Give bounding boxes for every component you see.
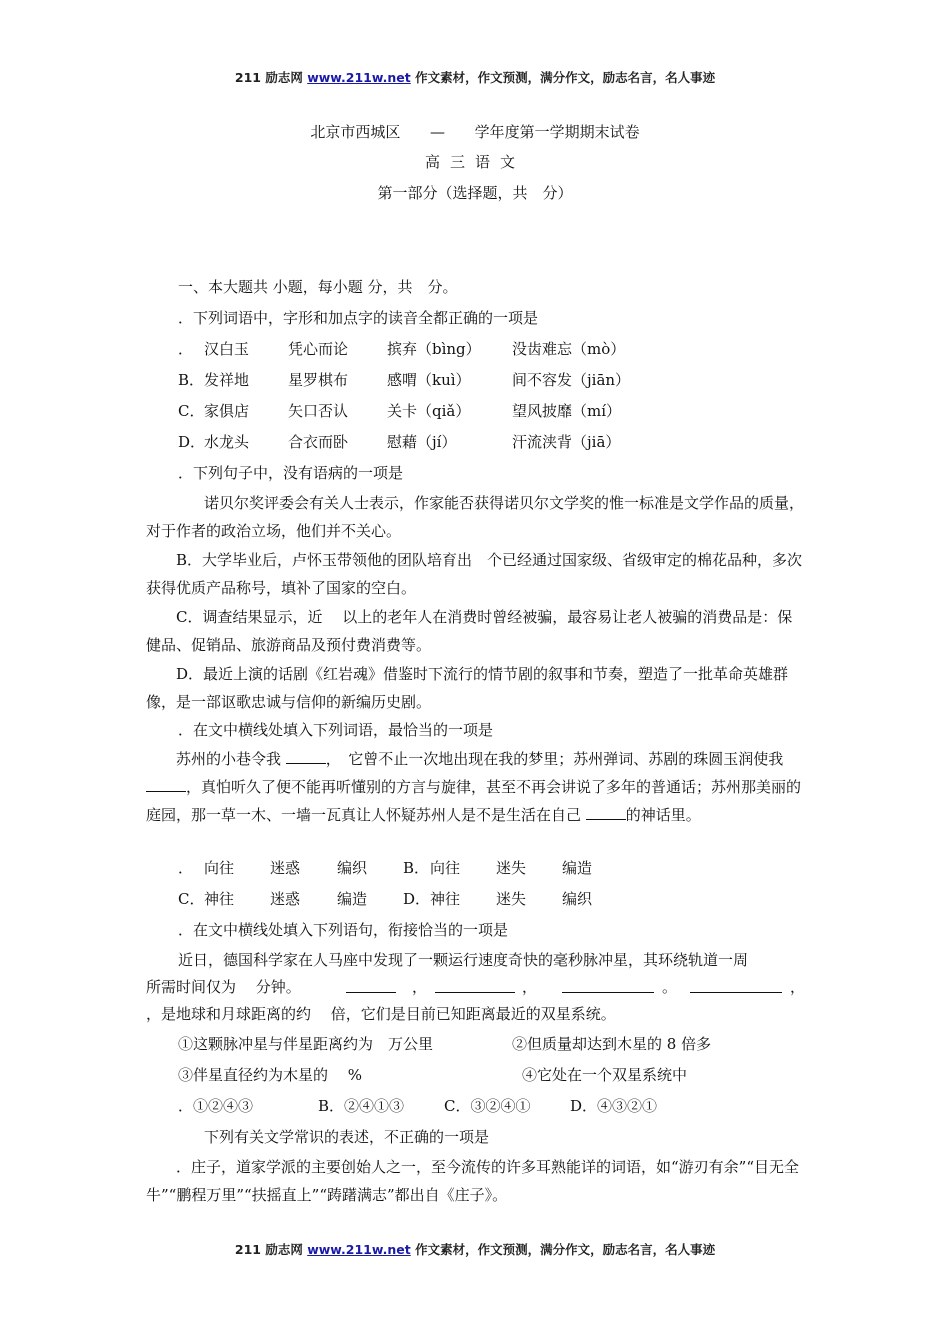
option-word: 感喟（kuì） bbox=[387, 371, 471, 389]
blank-punctuation: ， bbox=[522, 978, 538, 996]
header-banner bbox=[0, 68, 950, 86]
option-label: D． bbox=[403, 890, 431, 908]
site-tagline: 作文素材，作文预测，满分作文，励志名言，名人事迹 bbox=[415, 70, 716, 85]
q4-passage-line-2 bbox=[146, 976, 301, 997]
option-label: C． bbox=[178, 890, 205, 908]
q1-stem: ．下列词语中，字形和加点字的读音全都正确的一项是 bbox=[178, 309, 539, 327]
q4-passage-part: 所需时间仅为 分钟。 bbox=[146, 978, 301, 996]
q3-passage-part: ，真怕听久了便不能再听懂别的方言与旋律，甚至不再会讲说了多年的普通话；苏州那美丽的庭园，那一草一木、一墙一瓦真让人怀疑苏州人是不是生活在自己 bbox=[146, 778, 802, 824]
option-word: 间不容发（jiān） bbox=[512, 371, 631, 389]
option-word: 汉白玉 bbox=[204, 340, 250, 358]
option-word: 凭心而论 bbox=[288, 340, 349, 358]
option-word: 汗流浃背（jiā） bbox=[512, 433, 621, 451]
site-link[interactable]: www.211w.net bbox=[307, 70, 411, 85]
option-word: 编织 bbox=[562, 890, 593, 908]
q2-option-c: C．调查结果显示，近 以上的老年人在消费时曾经被骗，最容易让老人被骗的消费品是：保健品、促销品、旅游商品及预付费消费等。 bbox=[146, 608, 793, 654]
option-label: C． bbox=[178, 402, 205, 420]
option-word: 编造 bbox=[562, 859, 593, 877]
q4-sentence-3: ③伴星直径约为木星的 % bbox=[178, 1066, 363, 1084]
blank-4 bbox=[690, 978, 782, 993]
q2-option-a: 诺贝尔奖评委会有关人士表示，作家能否获得诺贝尔文学奖的惟一标准是文学作品的质量，对于作者的政治立场，他们并不关心。 bbox=[146, 494, 805, 540]
option-label: B． bbox=[178, 371, 205, 389]
site-link[interactable]: www.211w.net bbox=[307, 1242, 411, 1257]
option-word: 关卡（qiǎ） bbox=[387, 402, 471, 420]
option-word: 星罗棋布 bbox=[288, 371, 349, 389]
q5-stem: 下列有关文学常识的表述，不正确的一项是 bbox=[204, 1128, 490, 1146]
option: C．③②④① bbox=[444, 1097, 531, 1115]
option-word: 神往 bbox=[204, 890, 235, 908]
q3-passage-part: 的神话里。 bbox=[625, 806, 701, 824]
site-name: 211 励志网 bbox=[234, 70, 303, 85]
blank-3 bbox=[586, 805, 626, 820]
blank-1 bbox=[346, 978, 396, 993]
footer-banner bbox=[0, 1240, 950, 1258]
title-district: 北京市西城区 bbox=[310, 123, 401, 141]
site-tagline: 作文素材，作文预测，满分作文，励志名言，名人事迹 bbox=[415, 1242, 716, 1257]
option-word: 编造 bbox=[337, 890, 368, 908]
option-label: D． bbox=[178, 433, 206, 451]
option-word: 合衣而卧 bbox=[288, 433, 349, 451]
option-word: 矢口否认 bbox=[288, 402, 349, 420]
blank-2 bbox=[435, 978, 515, 993]
option-word: 迷惑 bbox=[270, 859, 301, 877]
blank-1 bbox=[286, 749, 326, 764]
option-word: 迷失 bbox=[496, 859, 527, 877]
blank-punctuation: ， bbox=[790, 978, 806, 996]
q4-sentence-2: ②但质量却达到木星的 8 倍多 bbox=[512, 1035, 712, 1053]
option-word: 神往 bbox=[430, 890, 461, 908]
site-name: 211 励志网 bbox=[234, 1242, 303, 1257]
title-dash: — bbox=[430, 123, 445, 141]
option-word: 望风披靡（mí） bbox=[512, 402, 622, 420]
q4-stem: ．在文中横线处填入下列语句，衔接恰当的一项是 bbox=[178, 921, 509, 939]
option-word: 水龙头 bbox=[204, 433, 250, 451]
q4-passage-line-1: 近日，德国科学家在人马座中发现了一颗运行速度奇快的毫秒脉冲星，其环绕轨道一周 bbox=[178, 951, 749, 969]
q2-option-d: D．最近上演的话剧《红岩魂》借鉴时下流行的情节剧的叙事和节奏，塑造了一批革命英雄群像，是一部讴歌忠诚与信仰的新编历史剧。 bbox=[146, 665, 789, 711]
option-word: 摈弃（bìng） bbox=[387, 340, 481, 358]
option-label: ． bbox=[178, 340, 194, 358]
q3-stem: ．在文中横线处填入下列词语，最恰当的一项是 bbox=[178, 721, 494, 739]
q4-sentence-4: ④它处在一个双星系统中 bbox=[522, 1066, 688, 1084]
option-word: 没齿难忘（mò） bbox=[512, 340, 626, 358]
exam-part: 第一部分（选择题，共 分） bbox=[377, 184, 573, 202]
option-word: 编织 bbox=[337, 859, 368, 877]
option-word: 迷惑 bbox=[270, 890, 301, 908]
q3-passage-part: 苏州的小巷令我 bbox=[176, 750, 282, 768]
exam-title bbox=[0, 121, 950, 142]
option: D．④③②① bbox=[570, 1097, 658, 1115]
option: ．①②④③ bbox=[178, 1097, 254, 1115]
option-word: 家俱店 bbox=[204, 402, 250, 420]
blank-2 bbox=[146, 777, 186, 792]
option-word: 迷失 bbox=[496, 890, 527, 908]
q4-passage-line-3: ，是地球和月球距离的约 倍，它们是目前已知距离最近的双星系统。 bbox=[146, 1005, 616, 1023]
section-heading: 一、本大题共 小题，每小题 分，共 分。 bbox=[178, 278, 458, 296]
exam-subject: 高三语文 bbox=[424, 153, 525, 171]
q2-option-b: B．大学毕业后，卢怀玉带领他的团队培育出 个已经通过国家级、省级审定的棉花品种，多次获得优质产品称号，填补了国家的空白。 bbox=[146, 551, 803, 597]
option-word: 向往 bbox=[204, 859, 235, 877]
q2-stem: ．下列句子中，没有语病的一项是 bbox=[178, 464, 404, 482]
q3-passage-part: ， 它曾不止一次地出现在我的梦里；苏州弹词、苏剧的珠圆玉润使我 bbox=[325, 750, 784, 768]
option-word: 发祥地 bbox=[204, 371, 250, 389]
title-term: 学年度第一学期期末试卷 bbox=[474, 123, 640, 141]
option-label: B． bbox=[403, 859, 430, 877]
option: B．②④①③ bbox=[318, 1097, 405, 1115]
q5-option-a: ．庄子，道家学派的主要创始人之一，至今流传的许多耳熟能详的词语，如“游刃有余”“目无全牛”“鹏程万里”“扶摇直上”“踌躇满志”都出自《庄子》。 bbox=[146, 1158, 800, 1204]
option-word: 慰藉（jí） bbox=[387, 433, 457, 451]
blank-punctuation: 。 bbox=[662, 978, 678, 996]
option-label: ． bbox=[178, 859, 194, 877]
blank-punctuation: ， bbox=[412, 978, 428, 996]
option-word: 向往 bbox=[430, 859, 461, 877]
blank-3 bbox=[562, 978, 654, 993]
q4-sentence-1: ①这颗脉冲星与伴星距离约为 万公里 bbox=[178, 1035, 434, 1053]
q3-passage bbox=[146, 745, 806, 829]
